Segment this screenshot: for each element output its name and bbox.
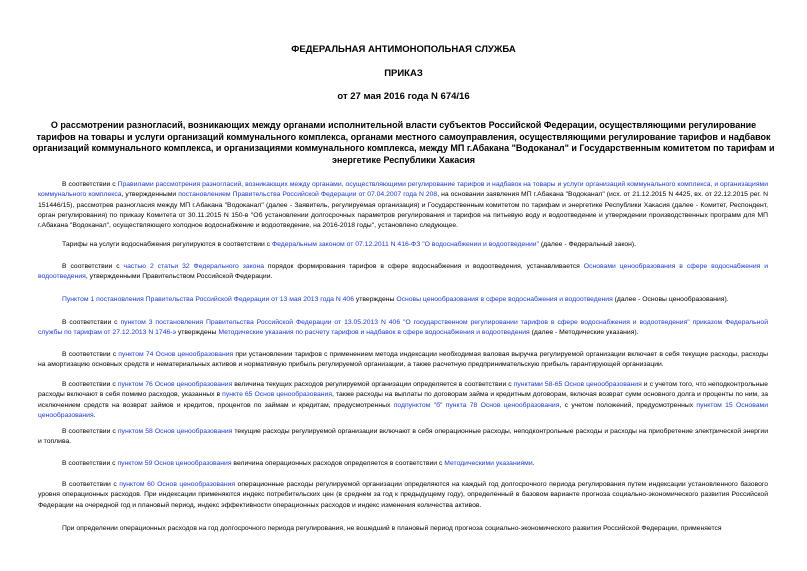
paragraph-text: , с учетом положений, предусмотренных bbox=[559, 401, 697, 409]
paragraph bbox=[38, 380, 768, 421]
paragraph-text: В соответствии с bbox=[62, 263, 124, 270]
paragraph-text: При определении операционных расходов на год долгосрочного периода регулирования, не вошедший в плановый период прогноза социально-экономического развития Российской Федерации, применяется bbox=[62, 525, 722, 532]
document-link[interactable]: приказом Федеральной службы по тарифам от 27.12.2013 N 1746-э bbox=[38, 319, 769, 337]
paragraph bbox=[38, 427, 768, 448]
document-link[interactable]: Федеральным законом от 07.12.2011 N 416-ФЗ "О водоснабжении и водоотведении" bbox=[271, 241, 540, 248]
paragraph bbox=[38, 459, 768, 469]
paragraph bbox=[38, 524, 768, 534]
paragraph-text: , также расходы на выплаты по договорам займа и кредитным договорам, включая возврат сумм основного долга и проценты по ним, за исключением средств на возврат займов и кредитов, процентов по займам и кредитам, предусмотренных bbox=[38, 391, 768, 409]
document-title: О рассмотрении разногласий, возникающих между органами исполнительной власти субъектов Российской Федерации, осуществляющими регулирование тарифов на товары и услуги организаций коммунального комплекса, органами местного самоуправления, осуществляющими регулирование тарифов и надбавок организаций коммунального комплекса, и организациями коммунального комплекса, между МП г.Абакана "Водоканал" и Государственным комитетом по тарифам и энергетике Республики Хакасия bbox=[32, 120, 775, 165]
paragraph-text: В соответствии с bbox=[62, 381, 118, 388]
paragraph-text: утверждены bbox=[176, 329, 219, 337]
document-link[interactable]: пунктами 58-65 Основ ценообразования bbox=[513, 381, 642, 388]
document-link[interactable]: Методические указания по расчету тарифов и надбавок в сфере водоснабжения и водоотведения bbox=[218, 329, 530, 337]
paragraph-text: , на основании заявления МП г.Абакана "Водоканал" (исх. от 21.12.2015 N 4425, вх. от 22.12.2015 рег. N 151446/15), рассмотрев разногласия между МП г.Абакана "Водоканал" (далее - Заявитель, регулируемая организация) и Государственным комитетом по тарифам и энергетике Республики Хакасия (далее - Комитет, Респондент, орган регулирования) по приказу Комитета от 30.11.2015 N 150-в "Об установлении долгосрочных параметров регулирования и тарифов на питьевую воду и водоотведение и утверждении производственных программ для МП г.Абакана "Водоканал", осуществляющего холодное водоснабжение и водоотведение, на 2016-2018 годы", установлено следующее. bbox=[38, 191, 768, 230]
document-link[interactable]: подпунктом "б" пункта 78 Основ ценообразования bbox=[393, 401, 560, 409]
paragraph-text: (далее - Методические указания). bbox=[529, 329, 639, 337]
paragraph-text: , утвержденными bbox=[121, 191, 179, 199]
paragraph-text: . bbox=[532, 460, 535, 467]
paragraph-text: В соответствии с bbox=[62, 481, 120, 488]
paragraph-text: В соответствии с bbox=[62, 351, 119, 358]
paragraph-text: В соответствии с bbox=[62, 181, 118, 188]
document-link[interactable]: Правилами рассмотрения разногласий, возникающих между органами, осуществляющими регулирование тарифов и надбавок на товары и услуги организаций коммунального комплекса, и организациями коммунального комплекса bbox=[38, 181, 769, 199]
document-link[interactable]: пунктом 58 Основ ценообразования bbox=[117, 428, 233, 435]
document-link[interactable]: Пунктом 1 постановления Правительства Российской Федерации от 13 мая 2013 года N 406 bbox=[62, 296, 354, 303]
document-link[interactable]: постановлением Правительства Российской Федерации от 07.04.2007 года N 208 bbox=[178, 191, 438, 199]
document-link[interactable]: Основами ценообразования в сфере водоснабжения и водоотведения bbox=[38, 263, 769, 281]
paragraph-text: текущие расходы регулируемой организации включают в себя операционные расходы, неподконтрольные расходы и расходы на приобретение электрической энергии и топлива. bbox=[38, 428, 768, 446]
paragraph-text: В соответствии с bbox=[62, 460, 118, 467]
document-link[interactable]: Методическими указаниями bbox=[444, 460, 533, 467]
paragraph-text: Тарифы на услуги водоснабжения регулируются в соответствии с bbox=[62, 241, 272, 248]
paragraph-text: порядок формирования тарифов в сфере водоснабжения и водоотведения, устанавливается bbox=[264, 263, 584, 270]
paragraph-text: (далее - Федеральный закон). bbox=[539, 241, 637, 248]
paragraph-text: при установлении тарифов с применением метода индексации необходимая валовая выручка регулируемой организации включает в себя текущие расходы, расходы на амортизацию основных средств и нематериальных активов и нормативную прибыль регулируемой организации, а также расчетную предпринимательскую прибыль гарантирующей организации. bbox=[38, 351, 768, 369]
paragraph-text: (далее - Основы ценообразования). bbox=[612, 296, 729, 303]
paragraph bbox=[38, 180, 768, 231]
paragraph-text: и с учетом того, что неподконтрольные расходы включают в себя помимо расходов, указанных в bbox=[38, 381, 769, 399]
document-link[interactable]: пунктом 76 Основ ценообразования bbox=[117, 381, 233, 388]
paragraph bbox=[38, 262, 768, 283]
document-link[interactable]: пунктом 74 Основ ценообразования bbox=[118, 351, 234, 358]
paragraph bbox=[38, 318, 768, 339]
document-link[interactable]: Основы ценообразования в сфере водоснабжения и водоотведения bbox=[396, 296, 613, 303]
paragraph bbox=[38, 295, 768, 305]
document-date-number: от 27 мая 2016 года N 674/16 bbox=[337, 91, 470, 102]
document-link[interactable]: пунктом 3 постановления Правительства Российской Федерации от 13.05.2013 N 406 "О государственном регулировании тарифов в сфере водоснабжения и водоотведения" bbox=[120, 319, 690, 326]
document-link[interactable]: пункте 65 Основ ценообразования bbox=[222, 391, 333, 399]
paragraph-text: величина операционных расходов определяется в соответствии с bbox=[231, 460, 445, 467]
paragraph bbox=[38, 480, 768, 511]
document-link[interactable]: пунктом 15 Основами ценообразования bbox=[38, 401, 768, 419]
document-link[interactable]: пунктом 60 Основ ценообразования bbox=[119, 481, 236, 488]
paragraph-text: утверждены bbox=[353, 296, 397, 303]
document-link[interactable]: пунктом 59 Основ ценообразования bbox=[117, 460, 232, 467]
paragraph-text: В соответствии с bbox=[62, 319, 121, 326]
paragraph bbox=[38, 350, 768, 371]
paragraph-text: В соответствии с bbox=[62, 428, 118, 435]
agency-name: ФЕДЕРАЛЬНАЯ АНТИМОНОПОЛЬНАЯ СЛУЖБА bbox=[291, 44, 516, 55]
document-link[interactable]: частью 2 статьи 32 Федерального закона bbox=[123, 263, 264, 270]
paragraph-text: , утвержденными Правительством Российской Федерации. bbox=[85, 273, 273, 281]
paragraph-text: величина текущих расходов регулируемой организации определяется в соответствии с bbox=[232, 381, 514, 388]
paragraph-text: операционные расходы регулируемой организации определяются на каждый год долгосрочного периода регулирования путем индексации установленного базового уровня операционных расходов. При индексации применяются индекс потребительских цен (в среднем за год к предыдущему году), определенный в базовом варианте прогноза социально-экономического развития Российской Федерации на очередной год и плановый период, индекс эффективности операционных расходов и индекс изменения количества активов. bbox=[38, 481, 769, 509]
paragraph-text: . bbox=[93, 411, 96, 419]
paragraph bbox=[38, 240, 768, 250]
document-type: ПРИКАЗ bbox=[384, 68, 423, 79]
